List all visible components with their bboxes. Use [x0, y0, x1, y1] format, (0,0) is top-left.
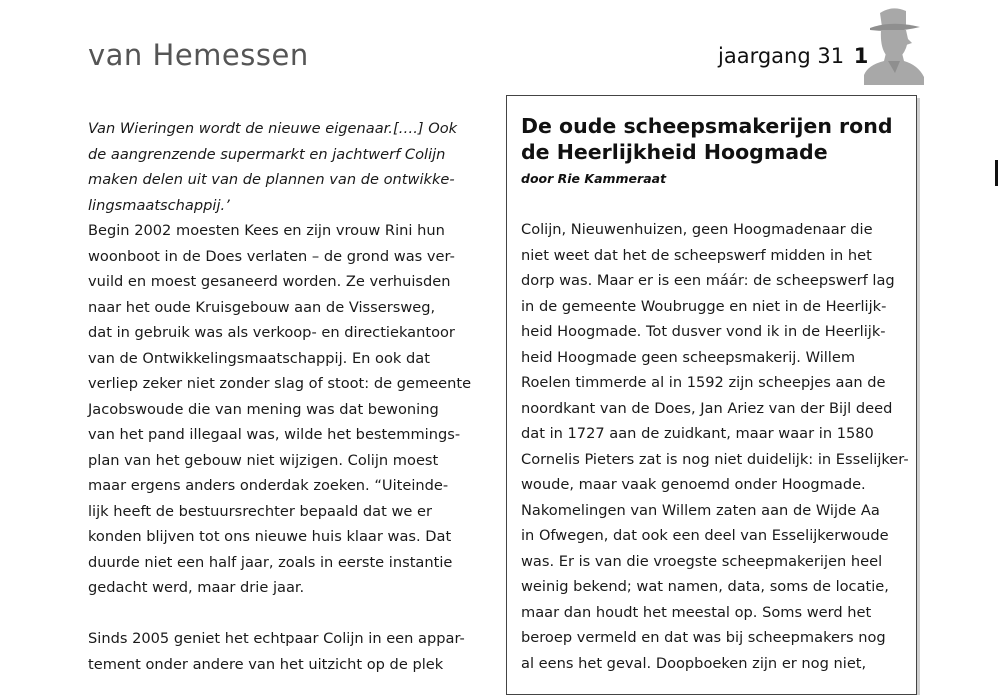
text-line: lijk heeft de bestuursrechter bepaald dat we er	[88, 502, 432, 520]
text-line: konden blijven tot ons nieuwe huis klaar was. Dat	[88, 528, 452, 545]
page-header-title: van Hemessen	[88, 38, 309, 72]
article-body	[521, 217, 909, 676]
left-column-text	[88, 116, 480, 677]
text-line: heid Hoogmade geen scheepsmakerij. Willem	[521, 348, 856, 366]
text-line: Sinds 2005 geniet het echtpaar Colijn in een appar-	[88, 630, 465, 647]
text-line: de aangrenzende supermarkt en jachtwerf Colijn	[88, 145, 446, 163]
text-line: heid Hoogmade. Tot dusver vond ik in de Heerlijk-	[521, 323, 886, 340]
article-box	[506, 95, 917, 695]
text-line: naar het oude Kruisgebouw aan de Vissersweg,	[88, 298, 436, 316]
text-line: noordkant van de Does, Jan Ariez van der Bijl deed	[521, 399, 893, 417]
text-line: maar dan houdt het meestal op. Soms werd het	[521, 603, 872, 621]
text-line: maken delen uit van de plannen van de ontwikke-	[88, 171, 455, 188]
text-line: Colijn, Nieuwenhuizen, geen Hoogmadenaar die	[521, 221, 873, 238]
text-line: van de Ontwikkelingsmaatschappij. En ook dat	[88, 349, 430, 367]
text-line: maar ergens anders onderdak zoeken. “Uiteinde-	[88, 477, 449, 494]
text-line: Van Wieringen wordt de nieuwe eigenaar.[….] Ook	[88, 120, 458, 137]
volume-label: jaargang 31	[718, 44, 845, 68]
paragraph-gap	[88, 601, 480, 627]
page-number: 1	[853, 44, 869, 68]
text-line: van het pand illegaal was, wilde het bestemmings-	[88, 426, 461, 443]
article-title	[521, 113, 893, 165]
text-line: woude, maar vaak genoemd onder Hoogmade.	[521, 476, 866, 493]
text-cursor	[995, 160, 998, 186]
text-line: gedacht werd, maar drie jaar.	[88, 579, 305, 596]
text-line: Jacobswoude die van mening was dat bewoning	[88, 400, 439, 418]
text-line: al eens het geval. Doopboeken zijn er nog niet,	[521, 654, 867, 672]
text-line: woonboot in de Does verlaten – de grond was ver-	[88, 247, 455, 265]
text-line: Roelen timmerde al in 1592 zijn scheepjes aan de	[521, 374, 886, 391]
text-line: dorp was. Maar er is een máár: de scheepswerf lag	[521, 272, 895, 289]
man-with-hat-silhouette-icon	[862, 3, 926, 85]
text-line: was. Er is van die vroegste scheepmakerijen heel	[521, 552, 883, 570]
text-line: tement onder andere van het uitzicht op de plek	[88, 655, 444, 673]
text-line: in de gemeente Woubrugge en niet in de Heerlijk-	[521, 297, 887, 315]
article-title-line: de Heerlijkheid Hoogmade	[521, 140, 828, 164]
text-line: Begin 2002 moesten Kees en zijn vrouw Rini hun	[88, 222, 445, 239]
text-line: niet weet dat het de scheepswerf midden in het	[521, 246, 872, 264]
text-line: weinig bekend; wat namen, data, soms de locatie,	[521, 578, 889, 595]
text-line: in Ofwegen, dat ook een deel van Esselijkerwoude	[521, 527, 889, 544]
volume-indicator	[718, 44, 868, 68]
text-line: dat in gebruik was als verkoop- en directiekantoor	[88, 324, 455, 341]
article-byline: door Rie Kammeraat	[521, 171, 667, 186]
text-line: verliep zeker niet zonder slag of stoot: de gemeente	[88, 375, 472, 392]
article-title-line: De oude scheepsmakerijen rond	[521, 114, 893, 138]
text-line: lingsmaatschappij.’	[88, 196, 230, 214]
text-line: vuild en moest gesaneerd worden. Ze verhuisden	[88, 273, 451, 290]
text-line: beroep vermeld en dat was bij scheepmakers nog	[521, 629, 886, 646]
text-line: Cornelis Pieters zat is nog niet duidelijk: in Esselijker-	[521, 450, 909, 468]
text-line: Nakomelingen van Willem zaten aan de Wijde Aa	[521, 501, 880, 519]
text-line: dat in 1727 aan de zuidkant, maar waar in 1580	[521, 425, 874, 442]
text-line: duurde niet een half jaar, zoals in eerste instantie	[88, 553, 453, 571]
text-line: plan van het gebouw niet wijzigen. Colijn moest	[88, 451, 439, 469]
